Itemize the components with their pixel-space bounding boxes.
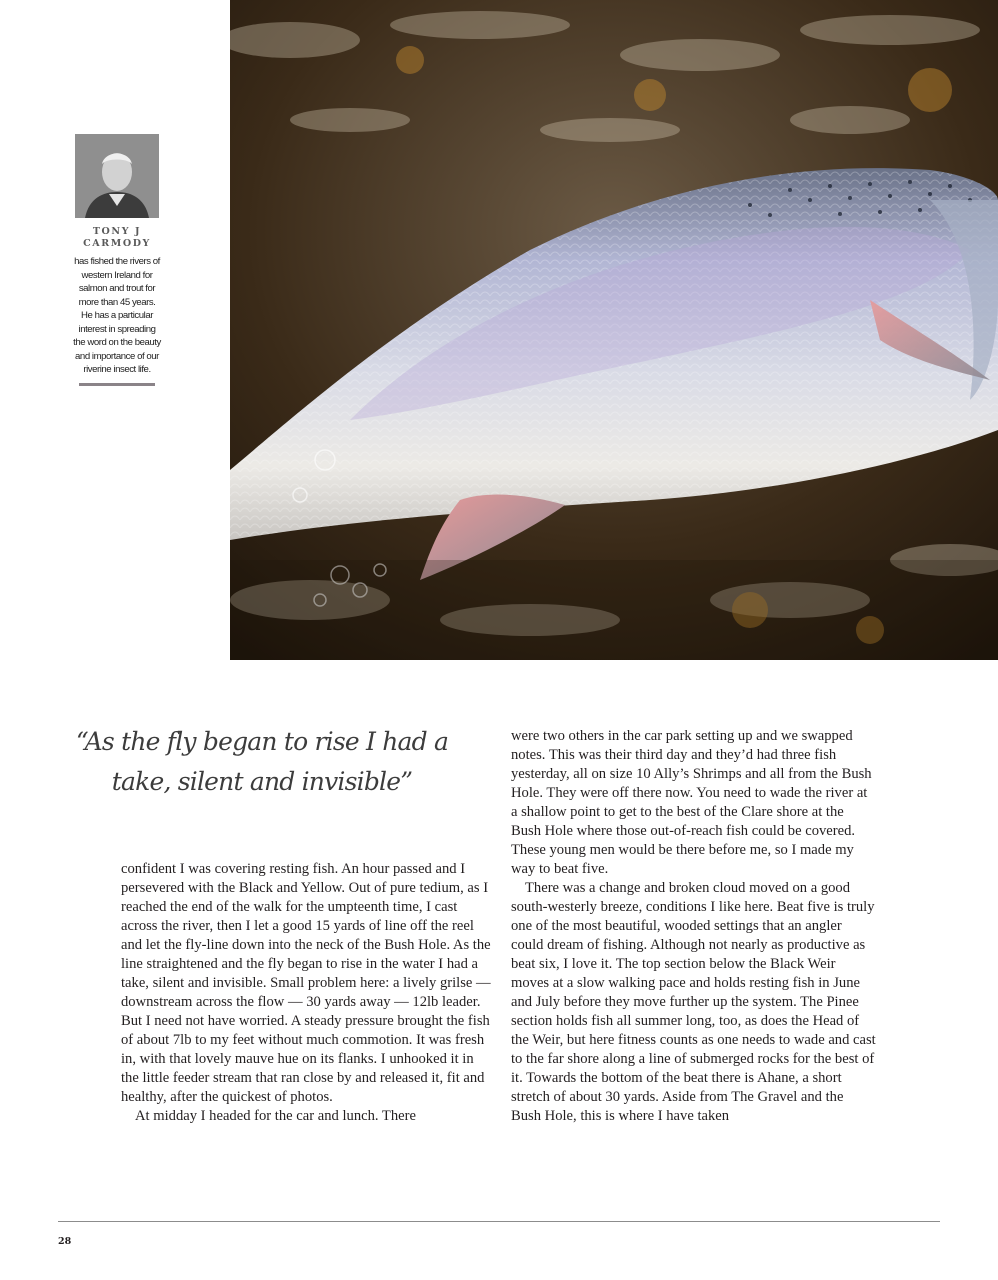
footer-rule xyxy=(58,1221,940,1222)
page-number: 28 xyxy=(58,1236,72,1247)
paragraph: confident I was covering resting fish. An hour passed and I persevered with the Black and Yellow. Out of pure tedium, as I reached the end of the walk for the umpteenth time, I cast across the river, then I let a good 15 yards of line off the reel and let the fly-line down into the neck of the Bush Hole. As the line straightened and the fly began to rise in the water I had a take, silent and invisible. Small problem here: a lively grilse — downstream across the flow — 30 yards away — 12lb leader. But I need not have worried. A steady pressure brought the fish of about 7lb to my feet without much commotion. It was fresh in, with that lovely mauve hue on its flanks. I unhooked it in the little feeder stream that ran close by and released it, fit and healthy, after the quickest of photos. xyxy=(121,861,491,1105)
author-box xyxy=(72,134,162,386)
pull-quote: “As the fly began to rise I had a take, silent and invisible” xyxy=(75,727,449,796)
body-column-left xyxy=(121,860,491,1126)
paragraph: were two others in the car park setting up and we swapped notes. This was their third day and they’d had three fish yesterday, all on size 10 Ally’s Shrimps and all from the Bush Hole. They were off there now. You need to wade the river at a shallow point to get to the best of the Clare shore at the Bush Hole where those out-of-reach fish could be covered. These young men would be there before me, so I made my way to beat five. xyxy=(511,728,872,877)
paragraph: There was a change and broken cloud moved on a good south-westerly breeze, conditions I like here. Beat five is truly one of the most beautiful, wooded settings that an angler could dream of fishing. Although not nearly as productive as beat six, I love it. The top section below the Black Weir moves at a slow walking pace and holds resting fish in June and July before they move further up the system. The Pinee section holds fish all summer long, too, as does the Head of the Weir, but here fitness counts as one needs to wade and cast to the far shore along a line of submerged rocks for the best of it. Towards the bottom of the beat there is Ahane, a short stretch of about 30 yards. Aside from The Gravel and the Bush Hole, this is where I have taken xyxy=(511,880,876,1124)
paragraph: At midday I headed for the car and lunch. There xyxy=(135,1108,416,1124)
author-bio: has fished the rivers of western Ireland for salmon and trout for more than 45 years. He has a particular interest in spreading the word on the beauty and importance of our riverine insect life. xyxy=(73,256,161,375)
body-column-right xyxy=(511,727,877,1126)
author-divider xyxy=(79,383,155,386)
author-name-line2: CARMODY xyxy=(83,238,151,249)
author-name-line1: TONY J xyxy=(92,226,142,237)
author-name xyxy=(72,226,162,250)
author-portrait xyxy=(75,134,159,218)
hero-photo-salmon xyxy=(230,0,998,660)
